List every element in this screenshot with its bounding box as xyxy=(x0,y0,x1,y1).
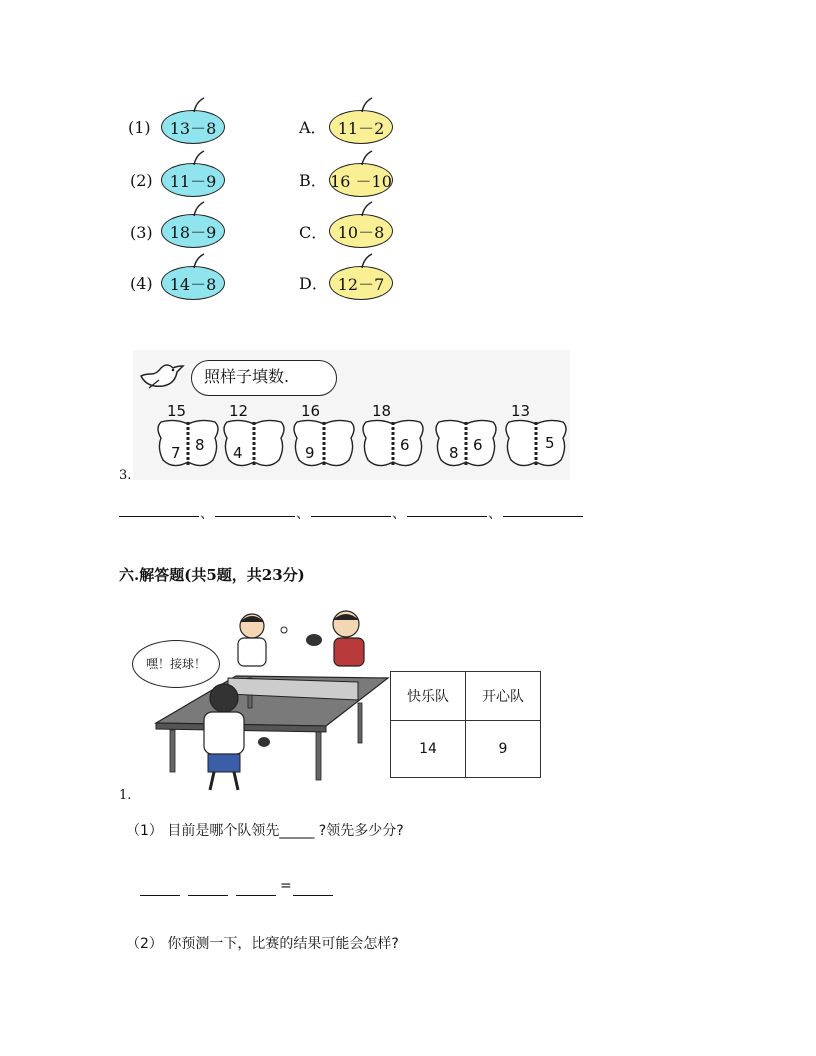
team-score-happy: 14 xyxy=(391,721,466,778)
question-1: （1） 目前是哪个队领先_____ ?领先多少分? xyxy=(126,823,404,839)
butterfly-2 xyxy=(221,402,287,474)
apple-right-d: 12－7 xyxy=(329,266,393,300)
separator: 、 xyxy=(200,506,214,522)
butterfly-right-number: 6 xyxy=(473,436,483,454)
butterfly-icon xyxy=(360,416,426,474)
team-score-joyful: 9 xyxy=(466,721,541,778)
butterfly-6 xyxy=(503,402,569,474)
team-header-joyful: 开心队 xyxy=(466,672,541,721)
butterfly-icon xyxy=(433,416,499,474)
apple-stem-icon xyxy=(192,200,214,218)
butterfly-left-number: 9 xyxy=(305,444,315,462)
separator: 、 xyxy=(296,506,310,522)
apple-right-b: 16 －10 xyxy=(329,163,393,197)
bird-icon xyxy=(137,358,185,394)
apple-stem-icon xyxy=(360,200,382,218)
apple-right-c: 10－8 xyxy=(329,214,393,248)
section-title: 六.解答题(共5题，共23分) xyxy=(119,566,305,584)
apple-left-3: 18－9 xyxy=(161,214,225,248)
team-header-happy: 快乐队 xyxy=(391,672,466,721)
item-label-d: D． xyxy=(299,274,328,293)
apple-stem-icon xyxy=(360,252,382,270)
butterfly-left-number: 4 xyxy=(233,444,243,462)
butterfly-right-number: 6 xyxy=(400,436,410,454)
answer-blank[interactable] xyxy=(119,516,199,517)
apple-left-1: 13－8 xyxy=(161,110,225,144)
question-number: 3. xyxy=(119,468,132,483)
butterfly-3 xyxy=(291,402,357,474)
butterfly-top-number: 16 xyxy=(301,402,321,420)
equation-blank[interactable] xyxy=(140,895,180,896)
apple-stem-icon xyxy=(360,96,382,114)
butterfly-left-number: 7 xyxy=(171,444,181,462)
butterfly-right-number: 8 xyxy=(195,436,205,454)
butterfly-1 xyxy=(155,402,221,474)
answer-blank[interactable] xyxy=(215,516,295,517)
separator: 、 xyxy=(392,506,406,522)
apple-left-2: 11－9 xyxy=(161,163,225,197)
answer-blank[interactable] xyxy=(407,516,487,517)
item-label-2: (2) xyxy=(130,171,153,190)
butterfly-top-number: 18 xyxy=(372,402,392,420)
apple-right-a: 11－2 xyxy=(329,110,393,144)
prompt-bubble: 照样子填数. xyxy=(191,360,337,396)
butterfly-icon xyxy=(503,416,569,474)
butterfly-icon xyxy=(221,416,287,474)
butterfly-icon xyxy=(291,416,357,474)
butterfly-4 xyxy=(360,402,426,474)
item-label-a: A． xyxy=(299,118,327,137)
answer-blank[interactable] xyxy=(503,516,583,517)
score-table xyxy=(390,671,541,778)
apple-stem-icon xyxy=(192,252,214,270)
answer-blank[interactable] xyxy=(311,516,391,517)
item-label-b: B． xyxy=(299,171,327,190)
item-label-3: (3) xyxy=(130,223,153,242)
speech-bubble: 嘿！接球！ xyxy=(132,640,220,688)
question-2: （2） 你预测一下，比赛的结果可能会怎样? xyxy=(126,936,399,952)
butterfly-5 xyxy=(433,402,499,474)
butterfly-top-number: 13 xyxy=(511,402,531,420)
butterfly-top-number: 12 xyxy=(229,402,249,420)
apple-stem-icon xyxy=(360,149,382,167)
butterfly-icon xyxy=(155,416,221,474)
apple-stem-icon xyxy=(192,96,214,114)
ping-pong-illustration xyxy=(126,608,396,798)
butterfly-panel xyxy=(133,350,570,480)
item-label-4: (4) xyxy=(130,274,153,293)
equation-blank[interactable] xyxy=(236,895,276,896)
item-label-1: (1) xyxy=(128,118,151,137)
equation-blank[interactable] xyxy=(293,895,333,896)
equals-sign: = xyxy=(280,878,292,894)
apple-stem-icon xyxy=(192,149,214,167)
equation-blank[interactable] xyxy=(188,895,228,896)
butterfly-left-number: 8 xyxy=(449,444,459,462)
butterfly-top-number: 15 xyxy=(167,402,187,420)
separator: 、 xyxy=(488,506,502,522)
item-label-c: C． xyxy=(299,223,328,242)
butterfly-right-number: 5 xyxy=(545,434,555,452)
apple-left-4: 14－8 xyxy=(161,266,225,300)
problem-number: 1. xyxy=(119,788,132,803)
